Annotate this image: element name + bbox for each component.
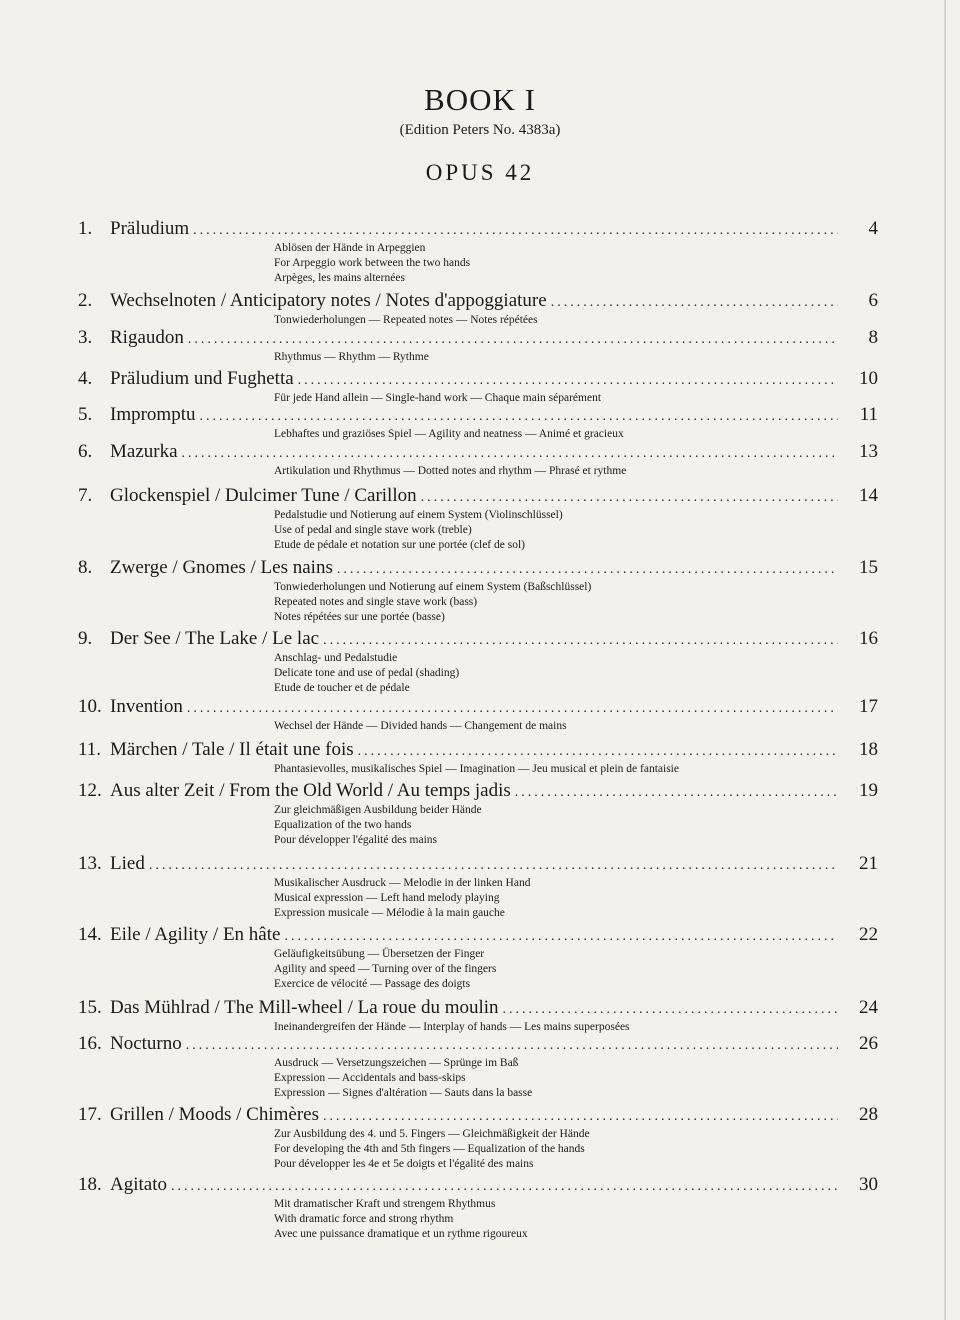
- entry-page-number: 18: [859, 739, 878, 760]
- description-line: Ablösen der Hände in Arpeggien: [274, 242, 426, 254]
- entry-description: [274, 1056, 834, 1101]
- entry-number: 14.: [78, 924, 102, 945]
- entry-title: Grillen / Moods / Chimères: [110, 1104, 319, 1125]
- entry-page-number: 8: [868, 327, 878, 348]
- toc-entry-line: [78, 441, 878, 465]
- description-line: With dramatic force and strong rhythm: [274, 1213, 454, 1225]
- entry-page-number: 10: [859, 368, 878, 389]
- toc-entry-line: [78, 696, 878, 720]
- entry-title: Wechselnoten / Anticipatory notes / Notes d'appoggiature: [110, 290, 547, 311]
- dot-leader: [200, 409, 839, 425]
- entry-description: [274, 762, 834, 777]
- dot-leader: [358, 744, 838, 760]
- entry-page-number: 21: [859, 853, 878, 874]
- toc-entry-line: [78, 924, 878, 948]
- description-line: Zur gleichmäßigen Ausbildung beider Hände: [274, 804, 482, 816]
- toc-entry-line: [78, 218, 878, 242]
- entry-description: [274, 651, 834, 696]
- entry-number: 8.: [78, 557, 93, 578]
- description-line: Tonwiederholungen und Notierung auf einem System (Baßschlüssel): [274, 581, 592, 593]
- entry-page-number: 22: [859, 924, 878, 945]
- entry-page-number: 19: [859, 780, 878, 801]
- entry-page-number: 6: [868, 290, 878, 311]
- description-line: Wechsel der Hände — Divided hands — Changement de mains: [274, 720, 567, 732]
- toc-entry-line: [78, 997, 878, 1021]
- description-line: Expression — Accidentals and bass-skips: [274, 1072, 466, 1084]
- description-line: Pour développer les 4e et 5e doigts et l'égalité des mains: [274, 1158, 534, 1170]
- entry-title: Rigaudon: [110, 327, 184, 348]
- entry-title: Präludium: [110, 218, 190, 239]
- dot-leader: [515, 785, 838, 801]
- description-line: Geläufigkeitsübung — Übersetzen der Finger: [274, 948, 485, 960]
- entry-number: 17.: [78, 1104, 102, 1125]
- entry-title: Invention: [110, 696, 183, 717]
- description-line: Exercice de vélocité — Passage des doigts: [274, 978, 471, 990]
- entry-page-number: 28: [859, 1104, 878, 1125]
- edition-note: (Edition Peters No. 4383a): [399, 122, 561, 138]
- dot-leader: [421, 490, 838, 506]
- description-line: Rhythmus — Rhythm — Rythme: [274, 351, 429, 363]
- entry-page-number: 17: [859, 696, 878, 717]
- entry-description: [274, 1127, 834, 1172]
- entry-page-number: 24: [859, 997, 878, 1018]
- toc-entry-line: [78, 1174, 878, 1198]
- toc-entry-line: [78, 327, 878, 351]
- entry-number: 4.: [78, 368, 93, 389]
- entry-description: [274, 313, 834, 328]
- entry-title: Agitato: [110, 1174, 167, 1195]
- entry-number: 10.: [78, 696, 102, 717]
- description-line: Lebhaftes und graziöses Spiel — Agility and neatness — Animé et gracieux: [274, 428, 624, 440]
- toc-entry-line: [78, 557, 878, 581]
- entry-title: Impromptu: [110, 404, 196, 425]
- entry-number: 16.: [78, 1033, 102, 1054]
- description-line: Musikalischer Ausdruck — Melodie in der linken Hand: [274, 877, 531, 889]
- description-line: Ineinandergreifen der Hände — Interplay of hands — Les mains superposées: [274, 1021, 630, 1033]
- description-line: Pour développer l'égalité des mains: [274, 834, 438, 846]
- toc-entry-line: [78, 628, 878, 652]
- entry-title: Märchen / Tale / Il était une fois: [110, 739, 354, 760]
- description-line: Equalization of the two hands: [274, 819, 412, 831]
- toc-entry-line: [78, 404, 878, 428]
- dot-leader: [149, 858, 838, 874]
- opus-heading: OPUS 42: [425, 160, 535, 185]
- entry-number: 2.: [78, 290, 93, 311]
- entry-description: [274, 427, 834, 442]
- entry-page-number: 13: [859, 441, 878, 462]
- description-line: Agility and speed — Turning over of the fingers: [274, 963, 497, 975]
- description-line: Für jede Hand allein — Single-hand work — Chaque main séparément: [274, 392, 602, 404]
- entry-title: Zwerge / Gnomes / Les nains: [110, 557, 333, 578]
- dot-leader: [182, 446, 838, 462]
- entry-number: 11.: [78, 739, 102, 760]
- description-line: Musical expression — Left hand melody playing: [274, 892, 500, 904]
- dot-leader: [323, 1109, 838, 1125]
- description-line: Zur Ausbildung des 4. und 5. Fingers — Gleichmäßigkeit der Hände: [274, 1128, 590, 1140]
- description-line: Pedalstudie und Notierung auf einem System (Violinschlüssel): [274, 509, 563, 521]
- entry-page-number: 14: [859, 485, 878, 506]
- description-line: For Arpeggio work between the two hands: [274, 257, 471, 269]
- description-line: For developing the 4th and 5th fingers — Equalization of the hands: [274, 1143, 585, 1155]
- dot-leader: [188, 332, 838, 348]
- page-edge: [944, 0, 946, 1320]
- entry-number: 12.: [78, 780, 102, 801]
- entry-page-number: 16: [859, 628, 878, 649]
- entry-page-number: 15: [859, 557, 878, 578]
- toc-entry-line: [78, 853, 878, 877]
- description-line: Mit dramatischer Kraft und strengem Rhythmus: [274, 1198, 496, 1210]
- entry-page-number: 11: [859, 404, 878, 425]
- dot-leader: [284, 929, 838, 945]
- description-line: Expression — Signes d'altération — Sauts dans la basse: [274, 1087, 533, 1099]
- entry-title: Nocturno: [110, 1033, 182, 1054]
- entry-number: 18.: [78, 1174, 102, 1195]
- description-line: Notes répétées sur une portée (basse): [274, 611, 445, 623]
- entry-number: 7.: [78, 485, 93, 506]
- entry-page-number: 30: [859, 1174, 878, 1195]
- description-line: Arpèges, les mains alternées: [274, 272, 405, 284]
- toc-entry-line: [78, 368, 878, 392]
- entry-title: Lied: [110, 853, 145, 874]
- entry-title: Präludium und Fughetta: [110, 368, 294, 389]
- toc-entry-line: [78, 780, 878, 804]
- entry-description: [274, 719, 834, 734]
- entry-description: [274, 241, 834, 286]
- description-line: Anschlag- und Pedalstudie: [274, 652, 398, 664]
- entry-title: Aus alter Zeit / From the Old World / Au temps jadis: [110, 780, 511, 801]
- entry-description: [274, 350, 834, 365]
- toc-entry-line: [78, 739, 878, 763]
- entry-description: [274, 803, 834, 848]
- description-line: Expression musicale — Mélodie à la main gauche: [274, 907, 505, 919]
- entry-title: Glockenspiel / Dulcimer Tune / Carillon: [110, 485, 417, 506]
- description-line: Etude de pédale et notation sur une portée (clef de sol): [274, 539, 525, 551]
- description-line: Phantasievolles, musikalisches Spiel — Imagination — Jeu musical et plein de fantaisie: [274, 763, 679, 775]
- entry-number: 15.: [78, 997, 102, 1018]
- description-line: Use of pedal and single stave work (treble): [274, 524, 472, 536]
- description-line: Ausdruck — Versetzungszeichen — Sprünge im Baß: [274, 1057, 519, 1069]
- entry-page-number: 4: [868, 218, 878, 239]
- entry-number: 13.: [78, 853, 102, 874]
- dot-leader: [337, 562, 838, 578]
- entry-number: 5.: [78, 404, 93, 425]
- entry-number: 1.: [78, 218, 93, 239]
- dot-leader: [187, 701, 838, 717]
- description-line: Etude de toucher et de pédale: [274, 682, 410, 694]
- entry-title: Der See / The Lake / Le lac: [110, 628, 320, 649]
- entry-number: 3.: [78, 327, 93, 348]
- entry-number: 6.: [78, 441, 93, 462]
- entry-title: Eile / Agility / En hâte: [110, 924, 281, 945]
- dot-leader: [193, 223, 838, 239]
- entry-title: Mazurka: [110, 441, 178, 462]
- description-line: Artikulation und Rhythmus — Dotted notes and rhythm — Phrasé et rythme: [274, 465, 627, 477]
- dot-leader: [186, 1038, 838, 1054]
- toc-entry-line: [78, 1033, 878, 1057]
- dot-leader: [298, 373, 838, 389]
- entry-number: 9.: [78, 628, 93, 649]
- entry-description: [274, 464, 834, 479]
- dot-leader: [503, 1002, 838, 1018]
- entry-description: [274, 508, 834, 553]
- toc-entry-line: [78, 290, 878, 314]
- entry-description: [274, 947, 834, 992]
- toc-entry-line: [78, 485, 878, 509]
- entry-description: [274, 580, 834, 625]
- description-line: Repeated notes and single stave work (bass): [274, 596, 478, 608]
- entry-description: [274, 1197, 834, 1242]
- description-line: Tonwiederholungen — Repeated notes — Notes répétées: [274, 314, 538, 326]
- book-title: BOOK I: [424, 82, 536, 117]
- dot-leader: [551, 295, 838, 311]
- entry-title: Das Mühlrad / The Mill-wheel / La roue du moulin: [110, 997, 499, 1018]
- dot-leader: [171, 1179, 838, 1195]
- entry-page-number: 26: [859, 1033, 878, 1054]
- description-line: Avec une puissance dramatique et un rythme rigoureux: [274, 1228, 528, 1240]
- toc-entry-line: [78, 1104, 878, 1128]
- entry-description: [274, 876, 834, 921]
- dot-leader: [323, 633, 838, 649]
- description-line: Delicate tone and use of pedal (shading): [274, 667, 460, 679]
